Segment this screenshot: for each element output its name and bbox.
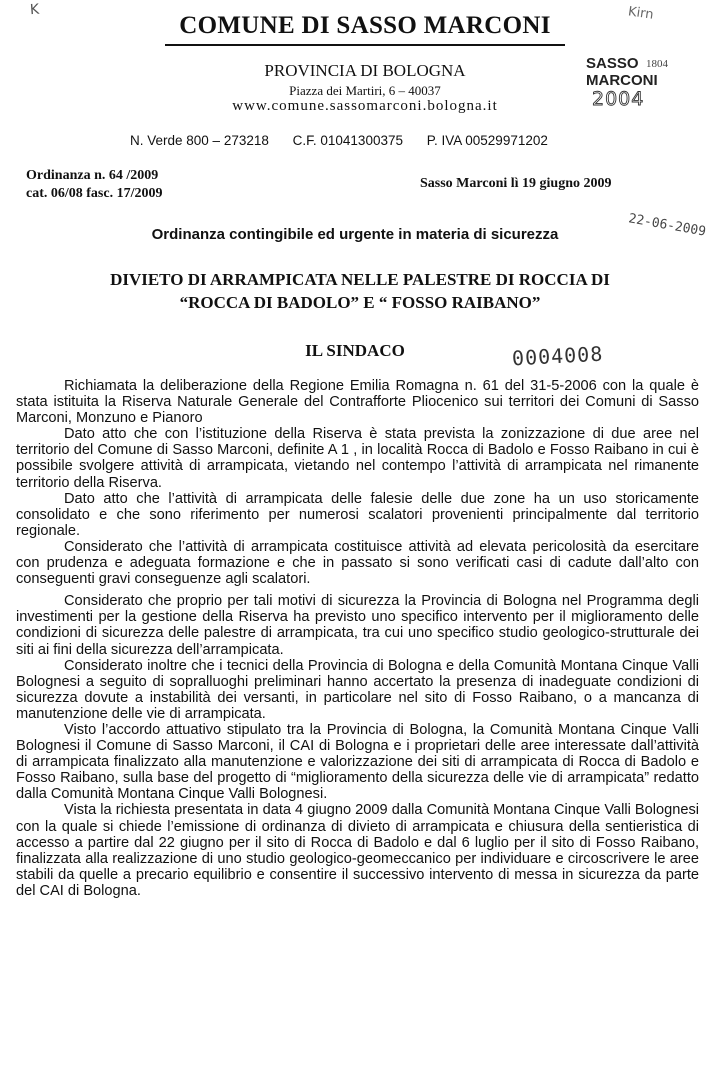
logo-line1: SASSO — [586, 55, 639, 72]
ordinance-date: Sasso Marconi lì 19 giugno 2009 — [420, 176, 612, 191]
tax-code: C.F. 01041300375 — [292, 133, 403, 148]
logo-year: 1804 — [646, 58, 668, 70]
paragraph: Visto l’accordo attuativo stipulato tra la Provincia di Bologna, la Comunità Montana Cinque Valli Bolognesi il Comune di Sasso Marconi, il CAI di Bologna e i proprietari delle aree interessate dall’attività di arrampicata finalizzato alla manutenzione e valorizzazione dei siti di arrampicata di Rocca di Badolo e Fosso Raibano, sulla base del progetto di “miglioramento della sicurezza delle vie di arrampicata” redatto dalla Comunità Montana Cinque Valli Bolognesi. — [16, 721, 699, 803]
sasso-marconi-anniversary-logo — [584, 52, 694, 112]
contact-line — [130, 133, 630, 148]
document-subject: Ordinanza contingibile ed urgente in materia di sicurezza — [151, 226, 559, 243]
logo-line2: MARCONI — [586, 72, 658, 89]
paragraph: Considerato che l’attività di arrampicata costituisce attività ad elevata pericolosità da esercitare con prudenza e adeguata formazione e che in passato si sono verificati casi di cadute dall’alto con conseguenti gravi conseguenze agli scalatori. — [16, 538, 699, 588]
logo-line3: 2004 — [592, 88, 645, 110]
title-underline — [165, 44, 565, 46]
heading-line-1: DIVIETO DI ARRAMPICATA NELLE PALESTRE DI ROCCIA DI — [110, 270, 610, 289]
toll-free-number: N. Verde 800 – 273218 — [130, 133, 269, 148]
received-date-stamp: 22-06-2009 — [627, 211, 707, 240]
heading-line-2: “ROCCA DI BADOLO” E “ FOSSO RAIBANO” — [179, 293, 541, 312]
paragraph: Dato atto che l’attività di arrampicata delle falesie delle due zone ha un uso storicamente consolidato e che sono riferimento per numerosi scalatori provenienti principalmente dal territorio regionale. — [16, 490, 699, 539]
document-heading — [40, 268, 680, 314]
handwritten-protocol-number: 0004008 — [511, 341, 604, 371]
province-name: PROVINCIA DI BOLOGNA — [264, 61, 466, 80]
paragraph: Considerato inoltre che i tecnici della Provincia di Bologna e della Comunità Montana Cinque Valli Bolognesi a seguito di sopralluoghi preliminari hanno accertato la presenza di inadeguate condizioni di sicurezza dovute a instabilità dei versanti, in particolare nel sito di Fosso Raibano, o a mancanza di manutenzione delle vie di arrampicata. — [16, 657, 699, 722]
ordinance-reference — [26, 167, 162, 203]
vat-number: P. IVA 00529971202 — [426, 133, 548, 148]
municipality-address: Piazza dei Martiri, 6 – 40037 — [289, 83, 441, 98]
paragraph: Considerato che proprio per tali motivi di sicurezza la Provincia di Bologna nel Programma degli investimenti per la gestione della Riserva ha previsto uno specifico intervento per il miglioramento delle condizioni di sicurezza delle palestre di arrampicata, tra cui uno specifico studio geologico-strutturale dei siti ai fini della sicurezza dell’arrampicata. — [16, 593, 699, 658]
ordinance-body — [16, 378, 699, 899]
paragraph: Dato atto che con l’istituzione della Riserva è stata prevista la zonizzazione di due aree nel territorio del Comune di Sasso Marconi, definite A 1 , in località Rocca di Badolo e Fosso Raibano in cui è possibile svolgere attività di arrampicata, vietando nel contempo l’attività di arrampicata nel rimanente territorio della Riserva. — [16, 426, 699, 491]
corner-scribble: K — [29, 1, 40, 19]
ordinance-number: Ordinanza n. 64 /2009 — [26, 168, 159, 183]
paragraph: Vista la richiesta presentata in data 4 giugno 2009 dalla Comunità Montana Cinque Valli Bolognesi con la quale si chiede l’emissione di ordinanza di divieto di arrampicata e chiusura della sentieristica di accesso a partire dal 22 giugno per il sito di Rocca di Badolo e dal 6 luglio per il sito di Fosso Raibano, finalizzata alla realizzazione di uno studio geologico-geomeccanico per individuare e circoscrivere le aree stabili da quelle a precario equilibrio e consentire il successivo intervento di messa in sicurezza da parte del CAI di Bologna. — [16, 802, 699, 899]
municipality-website: www.comune.sassomarconi.bologna.it — [232, 98, 498, 114]
handwritten-note: Kirn — [627, 4, 655, 23]
municipality-title: COMUNE DI SASSO MARCONI — [179, 12, 551, 39]
mayor-heading: IL SINDACO — [305, 341, 405, 360]
paragraph: Richiamata la deliberazione della Regione Emilia Romagna n. 61 del 31-5-2006 con la quale è stata istituita la Riserva Naturale Generale del Contrafforte Pliocenico sui territori dei Comuni di Sasso Marconi, Monzuno e Pianoro — [16, 378, 699, 427]
ordinance-category: cat. 06/08 fasc. 17/2009 — [26, 186, 163, 201]
